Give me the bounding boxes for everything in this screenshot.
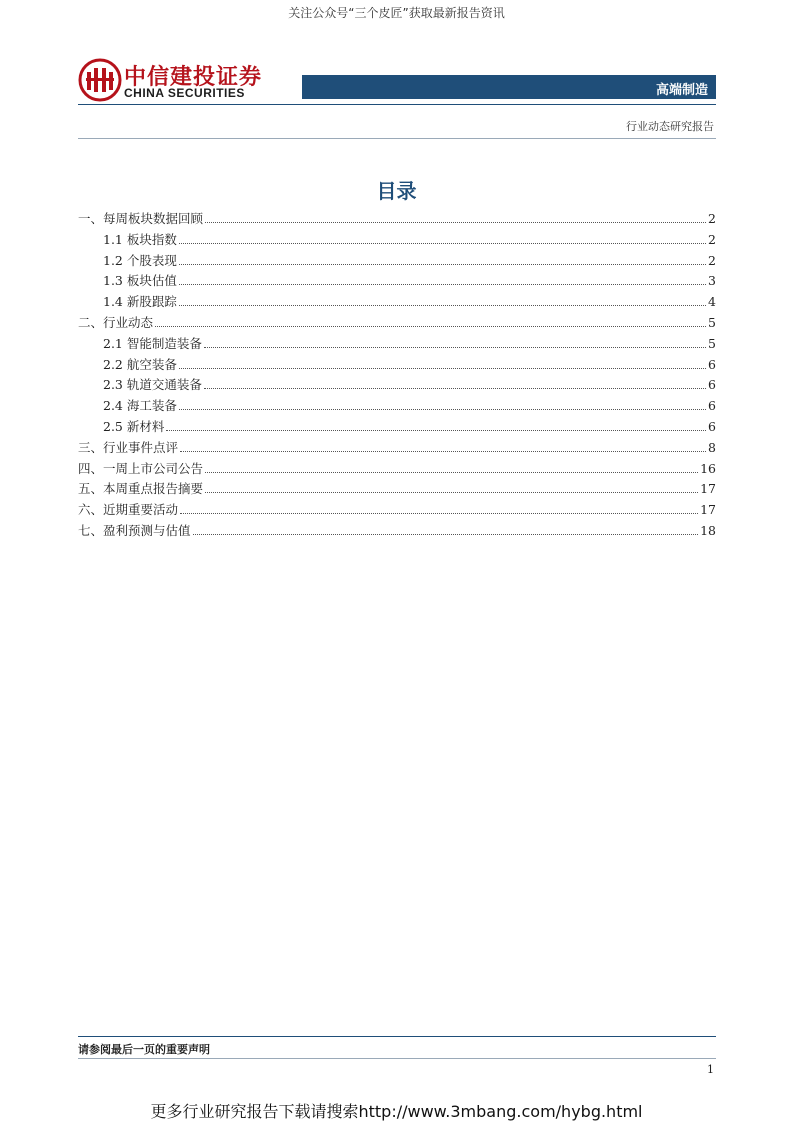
- header-divider: [78, 104, 716, 105]
- top-notice: 关注公众号“三个皮匠”获取最新报告资讯: [288, 6, 505, 20]
- toc-dot-leader: [180, 512, 698, 514]
- toc-entry[interactable]: [78, 417, 716, 438]
- footer-divider: [78, 1036, 716, 1037]
- china-securities-logo-icon: [78, 58, 122, 102]
- toc-dot-leader: [179, 263, 706, 265]
- toc-entry[interactable]: [78, 500, 716, 521]
- toc-entry-page: 6: [708, 377, 716, 393]
- toc-dot-leader: [179, 242, 706, 244]
- toc-entry[interactable]: [78, 271, 716, 292]
- toc-entry-title: 六、近期重要活动: [78, 502, 179, 518]
- table-of-contents: [78, 209, 716, 542]
- toc-entry[interactable]: [78, 334, 716, 355]
- toc-entry[interactable]: [78, 251, 716, 272]
- page-number: 1: [707, 1063, 714, 1076]
- toc-entry-page: 8: [708, 439, 716, 455]
- toc-entry-title: 四、一周上市公司公告: [78, 460, 204, 476]
- toc-entry-page: 3: [708, 273, 716, 289]
- toc-dot-leader: [180, 450, 706, 452]
- toc-dot-leader: [179, 367, 706, 369]
- toc-dot-leader: [204, 346, 706, 348]
- toc-entry[interactable]: [78, 230, 716, 251]
- toc-entry-title: 七、盈利预测与估值: [78, 522, 191, 538]
- toc-entry[interactable]: [78, 438, 716, 459]
- toc-dot-leader: [205, 221, 706, 223]
- sector-label: 高端制造: [655, 83, 708, 98]
- toc-entry-title: 2.2 航空装备: [103, 356, 177, 372]
- toc-entry-page: 5: [708, 314, 716, 330]
- toc-dot-leader: [166, 429, 706, 431]
- download-notice: 更多行业研究报告下载请搜索http://www.3mbang.com/hybg.html: [150, 1102, 643, 1121]
- toc-dot-leader: [205, 491, 698, 493]
- toc-entry-page: 6: [708, 418, 716, 434]
- toc-entry-title: 1.2 个股表现: [103, 252, 177, 268]
- toc-dot-leader: [204, 387, 706, 389]
- toc-entry-page: 2: [708, 231, 716, 247]
- toc-entry-page: 2: [708, 211, 716, 226]
- logo-chinese-name: 中信建投证券: [124, 65, 263, 90]
- toc-entry[interactable]: [78, 292, 716, 313]
- toc-dot-leader: [179, 408, 706, 410]
- toc-dot-leader: [179, 283, 706, 285]
- toc-entry[interactable]: [78, 375, 716, 396]
- toc-entry-title: 1.4 新股跟踪: [103, 294, 177, 310]
- toc-entry[interactable]: [78, 459, 716, 480]
- toc-entry[interactable]: [78, 521, 716, 542]
- toc-entry-page: 18: [700, 522, 716, 538]
- toc-entry-title: 2.3 轨道交通装备: [103, 377, 202, 393]
- subheader-divider: [78, 138, 716, 139]
- toc-dot-leader: [205, 471, 698, 473]
- report-type: 行业动态研究报告: [626, 120, 714, 133]
- toc-entry[interactable]: [78, 355, 716, 376]
- toc-entry-page: 6: [708, 398, 716, 414]
- toc-entry-title: 二、行业动态: [78, 314, 154, 330]
- toc-entry-page: 17: [700, 502, 716, 518]
- toc-dot-leader: [179, 304, 706, 306]
- toc-entry[interactable]: [78, 313, 716, 334]
- logo-english-name: CHINA SECURITIES: [124, 86, 245, 100]
- toc-dot-leader: [193, 533, 699, 535]
- toc-entry-title: 一、每周板块数据回顾: [78, 211, 204, 226]
- toc-entry-title: 2.4 海工装备: [103, 398, 177, 414]
- toc-entry-page: 17: [700, 481, 716, 497]
- toc-entry-title: 三、行业事件点评: [78, 439, 179, 455]
- toc-entry-page: 4: [708, 294, 716, 310]
- toc-entry-page: 2: [708, 252, 716, 268]
- toc-entry-page: 5: [708, 335, 716, 351]
- toc-entry-title: 2.5 新材料: [103, 418, 165, 434]
- company-logo: [78, 58, 263, 102]
- sector-banner: [302, 75, 716, 99]
- toc-entry[interactable]: [78, 479, 716, 500]
- toc-entry-title: 五、本周重点报告摘要: [78, 481, 204, 497]
- toc-dot-leader: [155, 325, 706, 327]
- toc-entry-title: 1.1 板块指数: [103, 231, 177, 247]
- toc-entry-title: 2.1 智能制造装备: [103, 335, 202, 351]
- toc-entry-page: 16: [700, 460, 716, 476]
- toc-entry-page: 6: [708, 356, 716, 372]
- disclaimer-link[interactable]: 请参阅最后一页的重要声明: [78, 1043, 210, 1056]
- toc-title: 目录: [376, 179, 417, 203]
- toc-entry[interactable]: [78, 396, 716, 417]
- toc-entry[interactable]: [78, 209, 716, 230]
- footer-divider-secondary: [78, 1058, 716, 1059]
- toc-entry-title: 1.3 板块估值: [103, 273, 177, 289]
